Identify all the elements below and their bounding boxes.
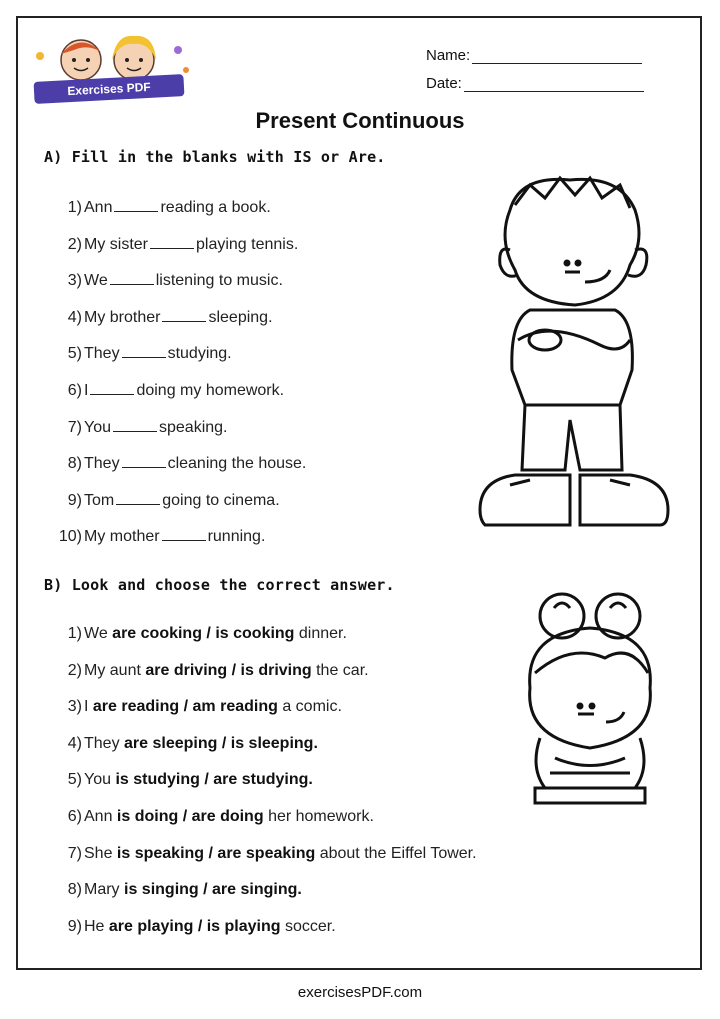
answer-option-2[interactable]: are studying.: [213, 771, 313, 789]
answer-option-2[interactable]: am reading: [192, 698, 278, 716]
page-title: Present Continuous: [255, 108, 465, 133]
answer-option-1[interactable]: are sleeping: [124, 734, 218, 752]
item-subject: You: [84, 771, 111, 789]
answer-option-2[interactable]: are singing.: [212, 881, 302, 899]
item-subject: My aunt: [84, 661, 141, 679]
choose-answer-item: [52, 909, 477, 946]
item-number: 9): [67, 491, 82, 509]
item-subject: My brother: [84, 308, 161, 326]
option-separator: /: [201, 625, 216, 642]
fill-blank-item: [52, 300, 306, 337]
choose-answer-item: [52, 653, 477, 690]
item-number: 7): [67, 418, 82, 436]
option-separator: /: [227, 661, 241, 679]
item-number: 3): [67, 272, 82, 290]
choose-answer-item: [52, 799, 477, 836]
section-b-heading: B) Look and choose the correct answer.: [44, 576, 395, 594]
name-line[interactable]: [472, 49, 642, 64]
item-number: 4): [67, 308, 82, 326]
item-subject: Ann: [84, 199, 113, 216]
fill-blank-item: [52, 373, 306, 410]
answer-blank[interactable]: [150, 234, 194, 249]
item-subject: They: [84, 345, 120, 363]
item-number: 8): [67, 455, 82, 473]
item-rest: doing my homework.: [136, 381, 285, 399]
item-subject: We: [84, 625, 108, 642]
item-number: 5): [67, 345, 82, 363]
section-a-list: [52, 190, 306, 556]
fill-blank-item: [52, 263, 306, 300]
answer-blank[interactable]: [122, 343, 166, 358]
item-number: 1): [67, 199, 82, 216]
choose-answer-item: [52, 836, 477, 873]
item-number: 2): [67, 235, 82, 253]
answer-option-1[interactable]: is speaking: [116, 844, 205, 862]
fill-blank-item: [52, 336, 306, 373]
item-subject: My mother: [84, 528, 160, 546]
section-b-list: [52, 616, 477, 945]
choose-answer-item: [52, 726, 477, 763]
option-separator: /: [178, 807, 192, 825]
name-label: Name:: [426, 47, 471, 64]
item-number: 3): [67, 698, 82, 716]
name-date-fields: [426, 36, 644, 92]
item-rest: reading a book.: [160, 199, 271, 216]
item-rest: going to cinema.: [162, 491, 280, 509]
exercises-pdf-logo: [26, 30, 196, 110]
fill-blank-item: [52, 483, 306, 520]
answer-option-1[interactable]: are reading: [92, 698, 180, 716]
item-rest: listening to music.: [155, 272, 283, 290]
item-subject: My sister: [84, 235, 148, 253]
fill-blank-item: [52, 446, 306, 483]
boy-illustration: [470, 170, 680, 550]
item-number: 6): [67, 381, 82, 399]
item-rest: sleeping.: [208, 308, 273, 326]
item-rest: about the Eiffel Tower.: [319, 844, 477, 862]
item-number: 1): [67, 625, 82, 642]
date-label: Date:: [426, 75, 462, 92]
item-number: 10): [58, 528, 82, 546]
item-number: 9): [67, 917, 82, 935]
item-rest: speaking.: [159, 418, 228, 436]
answer-blank[interactable]: [162, 307, 206, 322]
date-field[interactable]: [426, 64, 644, 92]
answer-option-2[interactable]: is cooking: [215, 625, 295, 642]
footer-site: exercisesPDF.com: [297, 984, 423, 1001]
fill-blank-item: [52, 519, 306, 556]
girl-illustration: [510, 588, 670, 818]
answer-option-1[interactable]: is doing: [116, 807, 179, 825]
answer-option-1[interactable]: are cooking: [112, 625, 202, 642]
item-rest: her homework.: [268, 807, 374, 825]
fill-blank-item: [52, 410, 306, 447]
option-separator: /: [204, 844, 218, 862]
item-subject: Mary: [84, 881, 120, 899]
item-subject: I: [84, 381, 89, 399]
answer-option-1[interactable]: are driving: [145, 661, 228, 679]
choose-answer-item: [52, 616, 477, 653]
answer-blank[interactable]: [162, 526, 206, 541]
answer-blank[interactable]: [113, 417, 157, 432]
item-number: 7): [67, 844, 82, 862]
option-separator: /: [198, 881, 213, 899]
answer-option-1[interactable]: are playing: [108, 917, 194, 935]
answer-blank[interactable]: [116, 490, 160, 505]
choose-answer-item: [52, 689, 477, 726]
fill-blank-item: [52, 190, 306, 227]
item-rest: a comic.: [282, 698, 342, 716]
item-subject: We: [84, 272, 108, 290]
item-subject: They: [84, 455, 120, 473]
item-subject: You: [84, 418, 111, 436]
item-subject: They: [84, 734, 120, 752]
answer-option-2[interactable]: are speaking: [217, 844, 316, 862]
item-rest: studying.: [167, 345, 232, 363]
item-rest: dinner.: [298, 625, 347, 642]
item-number: 6): [67, 807, 82, 825]
item-number: 2): [67, 661, 82, 679]
item-number: 5): [67, 771, 82, 789]
option-separator: /: [199, 771, 214, 789]
item-rest: the car.: [316, 661, 369, 679]
answer-option-2[interactable]: are doing: [191, 807, 264, 825]
item-number: 8): [67, 881, 82, 899]
item-subject: Tom: [84, 491, 115, 509]
answer-option-1[interactable]: is singing: [124, 881, 199, 899]
logo-text: Exercises PDF: [34, 74, 185, 104]
item-rest: soccer.: [284, 917, 336, 935]
section-a-heading: A) Fill in the blanks with IS or Are.: [44, 148, 386, 166]
item-subject: He: [84, 917, 105, 935]
name-field[interactable]: [426, 36, 644, 64]
choose-answer-item: [52, 762, 477, 799]
item-rest: running.: [207, 528, 266, 546]
item-rest: cleaning the house.: [167, 455, 307, 473]
item-subject: Ann: [84, 807, 113, 825]
answer-blank[interactable]: [110, 270, 154, 285]
item-number: 4): [67, 734, 82, 752]
option-separator: /: [179, 698, 193, 716]
answer-blank[interactable]: [90, 380, 134, 395]
answer-option-2[interactable]: is playing: [206, 917, 281, 935]
answer-blank[interactable]: [122, 453, 166, 468]
fill-blank-item: [52, 227, 306, 264]
item-rest: playing tennis.: [196, 235, 299, 253]
item-subject: I: [84, 698, 89, 716]
answer-option-2[interactable]: is driving: [240, 661, 312, 679]
answer-option-1[interactable]: is studying: [115, 771, 200, 789]
option-separator: /: [193, 917, 207, 935]
answer-option-2[interactable]: is sleeping.: [230, 734, 318, 752]
item-subject: She: [84, 844, 113, 862]
date-line[interactable]: [464, 77, 644, 92]
choose-answer-item: [52, 872, 477, 909]
answer-blank[interactable]: [114, 197, 158, 212]
option-separator: /: [217, 734, 231, 752]
